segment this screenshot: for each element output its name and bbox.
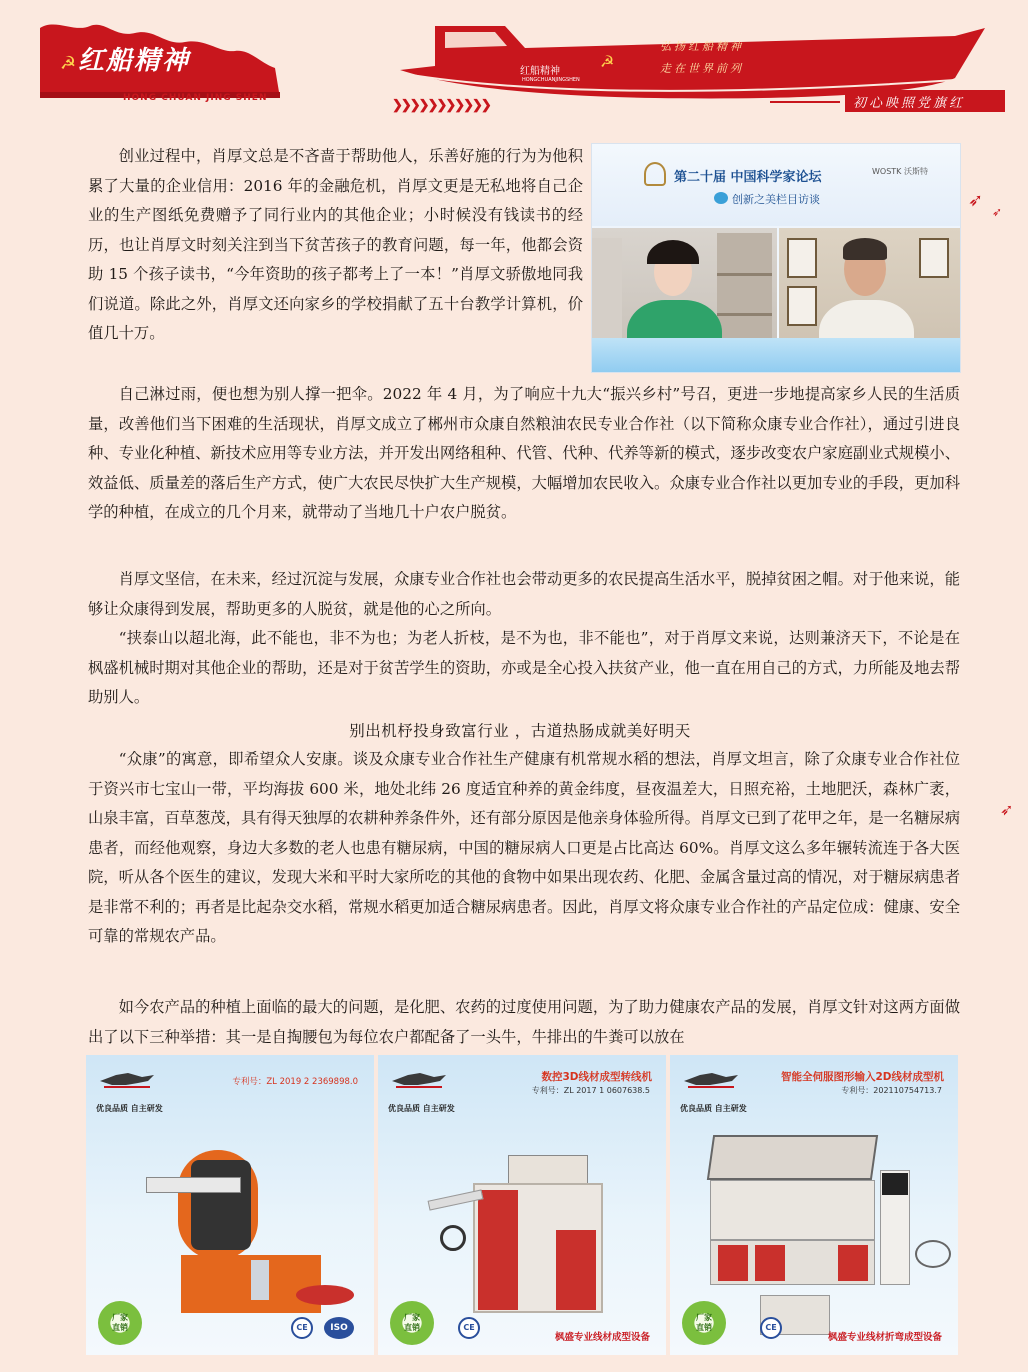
cabinet-door [718, 1245, 748, 1281]
machine-head [191, 1160, 251, 1250]
wolf-brand-logo-icon [682, 1067, 740, 1091]
machine-panel [251, 1260, 269, 1300]
bird-icon: ➶ [1000, 800, 1014, 819]
forum-logo-icon [644, 162, 666, 186]
banner-pinyin: HONG CHUAN JING SHEN [123, 93, 268, 103]
wall-certificate [919, 238, 949, 278]
quality-tagline: 优良品质 自主研发 [680, 1104, 747, 1113]
background-wall [592, 238, 622, 338]
factory-direct-badge [390, 1301, 434, 1345]
article-paragraph: “众康”的寓意，即希望众人安康。谈及众康专业合作社生产健康有机常规水稻的想法，肖厚文坦言，除了众康专业合作社位于资兴市七宝山一带，平均海拔 600 米，地处北纬 26 度适宜种养的黄金纬度，昼夜温差大，日照充裕，土地肥沃，森林广袤，山泉丰富，百草葱茂，具有得天独厚的农耕种养条件外，还有部分原因是他亲身体验所得。肖厚文已到了花甲之年，是一名糖尿病患者，而经他观察，身边大多数的老人也患有糖尿病，中国的糖尿病人口更是占比高达 60%。肖厚文这么多年辗转流连于各大医院，听从各个医生的建议，发现大米和平时大家所吃的其他的食物中如果出现农药、化肥、金属含量过高的情况，对于糖尿病患者是非常不利的；再者是比起杂交水稻，常规水稻更加适合糖尿病患者。因此，肖厚文将众康专业合作社的产品定位成：健康、安全可靠的常规农产品。 [88, 750, 960, 945]
banner-title: 红船精神 [78, 46, 191, 76]
article-paragraph: 自己淋过雨，便也想为别人撑一把伞。2022 年 4 月，为了响应十九大“振兴乡村”号召，更进一步地提高家乡人民的生活质量，改善他们当下困难的生活现状，肖厚文成立了郴州市众康自然粮油农民专业合作社（以下简称众康专业合作社），通过引进良种、专业化种植、新技术应用等专业方法，并开发出网络租种、代管、代种、代养等新的模式，逐步改变农户家庭副业式规模小、效益低、质量差的落后生产方式，使广大农民尽快扩大生产规模，大幅增加农民收入。众康专业合作社以更加专业的手段，更加科学的种植，在成立的几个月来，就带动了当地几十户农户脱贫。 [88, 385, 960, 521]
chevron-decoration-icon: ❯❯❯❯❯❯❯❯❯❯❯ [392, 98, 490, 113]
badge-line-2: 直销 [404, 1323, 420, 1332]
wire-spool-icon [915, 1240, 951, 1268]
boat-slogan-1: 弘扬红船精神 [660, 40, 744, 53]
cabinet-door [755, 1245, 785, 1281]
party-emblem-icon: ☭ [600, 52, 615, 71]
machine-door [556, 1230, 596, 1310]
factory-direct-badge [682, 1301, 726, 1345]
forum-interview-photo [591, 143, 961, 373]
machine-arm [146, 1177, 241, 1193]
wire-coil-tray [296, 1285, 354, 1305]
guest-hair [843, 238, 887, 260]
machine-side-panel [478, 1190, 518, 1310]
badge-line-2: 直销 [696, 1323, 712, 1332]
article-paragraph: 创业过程中，肖厚文总是不吝啬于帮助他人，乐善好施的行为为他积累了大量的企业信用：2016 年的金融危机，肖厚文更是无私地将自己企业的生产图纸免费赠予了同行业内的其他企业；小时候没有钱读书的经历，也让肖厚文时刻关注到当下贫苦孩子的教育问题，每一年，他都会资助 15 个孩子读书，“今年资助的孩子都考上了一本！”肖厚文骄傲地同我们说道。除此之外，肖厚文还向家乡的学校捐献了五十台教学计算机，价值几十万。 [88, 147, 583, 342]
article-paragraph: 肖厚文坚信，在未来，经过沉淀与发展，众康专业合作社也会带动更多的农民提高生活水平，脱掉贫困之帽。对于他来说，能够让众康得到发展，帮助更多的人脱贫，就是他的心之所向。 [88, 570, 960, 618]
boat-name-pinyin: HONGCHUANJINGSHEN [522, 77, 580, 83]
machine-workbench [710, 1180, 875, 1240]
bird-icon: ➶ [992, 205, 1003, 219]
sponsor-logo: WOSTK 沃斯特 [872, 167, 928, 176]
boat-slogan-2: 走在世界前列 [660, 62, 744, 75]
ce-cert-icon: CE [458, 1317, 480, 1339]
factory-direct-badge [98, 1301, 142, 1345]
product-ad-card [378, 1055, 666, 1355]
iso-cert-icon: ISO [324, 1317, 354, 1339]
product-caption: 枫盛专业线材成型设备 [554, 1332, 650, 1343]
wolf-brand-logo-icon [390, 1067, 448, 1091]
header-divider-line [770, 101, 840, 103]
product-title: 数控3D线材成型转线机 [541, 1071, 652, 1083]
column-logo-icon [714, 192, 728, 204]
console-screen [882, 1173, 908, 1195]
badge-line-2: 直销 [112, 1323, 128, 1332]
water-decoration [592, 338, 961, 373]
quality-tagline: 优良品质 自主研发 [388, 1104, 455, 1113]
badge-line-1: 厂家 [112, 1313, 128, 1322]
header-right-slogan: 初心映照党旗红 [845, 90, 1005, 112]
section-subheading: 别出机杼投身致富行业 ，古道热肠成就美好明天 [349, 722, 691, 740]
shelf-board [717, 273, 772, 276]
machine-canopy [707, 1135, 878, 1180]
cabinet-door [838, 1245, 868, 1281]
badge-line-1: 厂家 [696, 1313, 712, 1322]
article-paragraph: 如今农产品的种植上面临的最大的问题，是化肥、农药的过度使用问题，为了助力健康农产品的发展，肖厚文针对这两方面做出了以下三种举措：其一是自掏腰包为每位农户都配备了一头牛，牛排出的牛粪可以放在 [88, 998, 960, 1046]
quality-tagline: 优良品质 自主研发 [96, 1104, 163, 1113]
wolf-brand-logo-icon [98, 1067, 156, 1091]
product-ad-card [86, 1055, 374, 1355]
bookshelf [717, 233, 772, 353]
patent-number: 专利号：ZL 2019 2 2369898.0 [232, 1077, 358, 1087]
wall-certificate [787, 286, 817, 326]
patent-number: 专利号：202110754713.7 [841, 1086, 942, 1095]
patent-number: 专利号：ZL 2017 1 0607638.5 [531, 1086, 650, 1095]
badge-line-1: 厂家 [404, 1313, 420, 1322]
feed-roller-icon [440, 1225, 466, 1251]
product-caption: 枫盛专业线材折弯成型设备 [827, 1332, 942, 1343]
party-emblem-icon: ☭ [60, 53, 77, 74]
product-title: 智能全伺服图形输入2D线材成型机 [780, 1071, 944, 1083]
boat-name: 红船精神 [520, 66, 560, 77]
ce-cert-icon: CE [291, 1317, 313, 1339]
forum-subtitle: 创新之美栏目访谈 [732, 193, 820, 206]
article-paragraph: “挟泰山以超北海，此不能也，非不为也；为老人折枝，是不为也，非不能也”，对于肖厚文来说，达则兼济天下，不论是在枫盛机械时期对其他企业的帮助，还是对于贫苦学生的资助，亦或是全心投入扶贫产业，他一直在用自己的方式，力所能及地去帮助别人。 [88, 629, 960, 706]
shelf-board [717, 313, 772, 316]
bird-icon: ➶ [968, 190, 984, 211]
product-ad-card [670, 1055, 958, 1355]
ce-cert-icon: CE [760, 1317, 782, 1339]
forum-title: 第二十届 中国科学家论坛 [674, 170, 822, 185]
wall-certificate [787, 238, 817, 278]
